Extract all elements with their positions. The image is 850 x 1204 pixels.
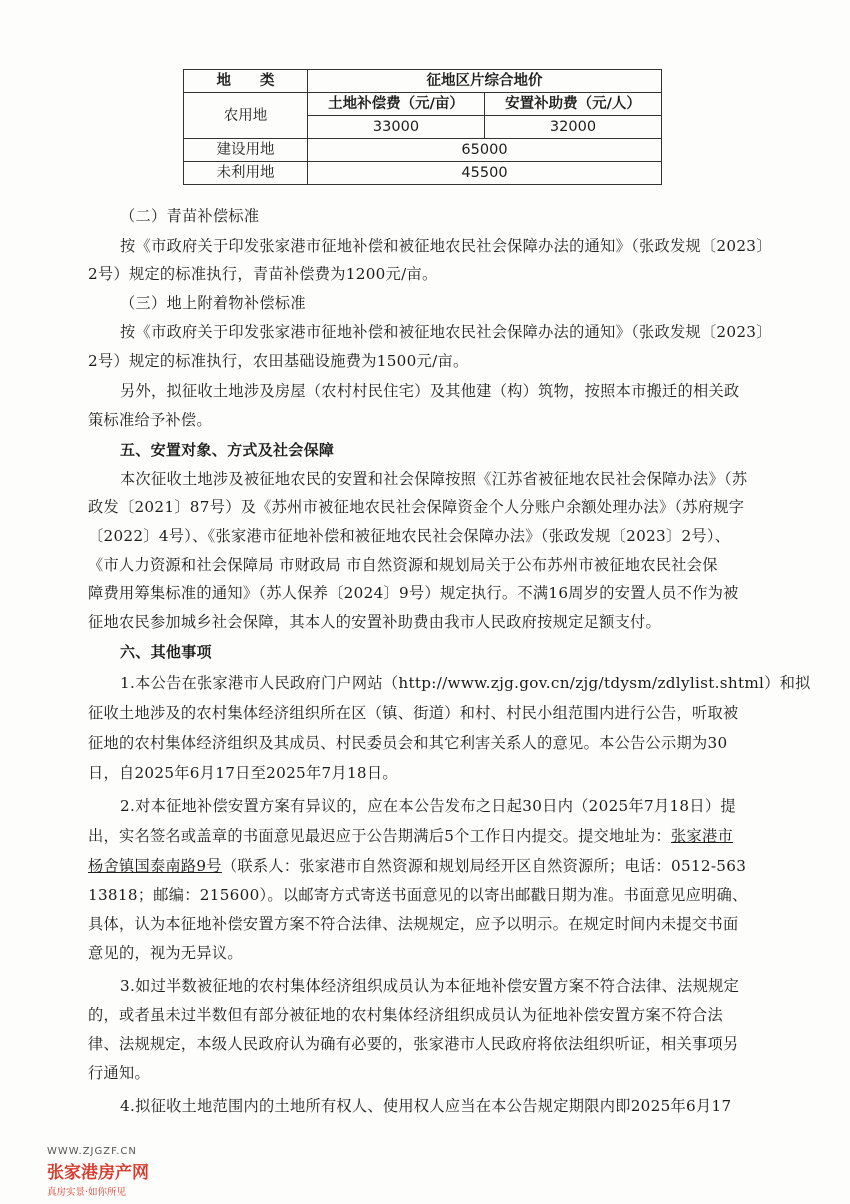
land-price-table [183, 69, 662, 185]
paragraph-line: 1.本公告在张家港市人民政府门户网站（http://www.zjg.gov.cn/zjg/tdysm/zdlylist.shtml）和拟 [120, 674, 811, 692]
paragraph-line: 行通知。 [88, 1064, 150, 1082]
paragraph-line: 具体，认为本征地补偿安置方案不符合法律、法规规定，应予以明示。在规定时间内未提交书面 [88, 915, 739, 933]
paragraph-line: 策标准给予补偿。 [88, 411, 212, 429]
paragraph-line: 3.如过半数被征地的农村集体经济组织成员认为本征地补偿安置方案不符合法律、法规规定 [120, 977, 740, 995]
paragraph-line: 《市人力资源和社会保障局 市财政局 市自然资源和规划局关于公布苏州市被征地农民社会保 [88, 556, 718, 574]
paragraph-line: 日，自2025年6月17日至2025年7月18日。 [88, 764, 398, 782]
cell-land-comp: 33000 [308, 116, 485, 139]
paragraph-line: 2.对本征地补偿安置方案有异议的，应在本公告发布之日起30日内（2025年7月18日）提 [120, 797, 736, 815]
header-land-type: 地 类 [184, 70, 308, 93]
paragraph-line: 征地农民参加城乡社会保障，其本人的安置补助费由我市人民政府按规定足额支付。 [88, 613, 662, 631]
paragraph-line: 政发〔2021〕87号）及《苏州市被征地农民社会保障资金个人分账户余额处理办法》（苏府规字 [88, 498, 745, 516]
row-type-unused: 未利用地 [184, 162, 308, 185]
section-heading-6: 六、其他事项 [120, 643, 212, 661]
header-price: 征地区片综合地价 [308, 70, 662, 93]
site-watermark-logo [47, 1146, 149, 1198]
cell-resettle: 32000 [485, 116, 662, 139]
subheading-attachments: （三）地上附着物补偿标准 [120, 294, 306, 312]
paragraph-line: 2号）规定的标准执行，农田基础设施费为1500元/亩。 [88, 352, 469, 370]
row-type-construction: 建设用地 [184, 139, 308, 162]
text-segment: 出，实名签名或盖章的书面意见最迟应于公告期满后5个工作日内提交。提交地址为： [88, 827, 671, 845]
cell-construction: 65000 [308, 139, 662, 162]
paragraph-line: 13818；邮编：215600）。以邮寄方式寄送书面意见的以寄出邮戳日期为准。书面意见应明确、 [88, 886, 748, 904]
paragraph-line: 本次征收土地涉及被征地农民的安置和社会保障按照《江苏省被征地农民社会保障办法》（苏 [120, 470, 748, 488]
watermark-url: WWW.ZJGZF.CN [47, 1146, 137, 1157]
paragraph-line: 另外，拟征收土地涉及房屋（农村村民住宅）及其他建（构）筑物，按照本市搬迁的相关政 [120, 382, 740, 400]
paragraph-line: 按《市政府关于印发张家港市征地补偿和被征地农民社会保障办法的通知》（张政发规〔2023〕 [120, 323, 772, 341]
paragraph-line: 征收土地涉及的农村集体经济组织所在区（镇、街道）和村、村民小组范围内进行公告，听取被 [88, 704, 739, 722]
watermark-brand: 张家港房产网 [47, 1163, 149, 1183]
sub-header-resettle: 安置补助费（元/人） [485, 93, 662, 116]
paragraph-line: 障费用筹集标准的通知》（苏人保养〔2024〕9号）规定执行。不满16周岁的安置人员不作为被 [88, 584, 739, 602]
text-segment: （联系人：张家港市自然资源和规划局经开区自然资源所；电话：0512-563 [221, 857, 747, 875]
subheading-seedling: （二）青苗补偿标准 [120, 207, 260, 225]
sub-header-land-comp: 土地补偿费（元/亩） [308, 93, 485, 116]
cell-unused: 45500 [308, 162, 662, 185]
paragraph-line: 律、法规规定，本级人民政府认为确有必要的，张家港市人民政府将依法组织听证，相关事项另 [88, 1035, 739, 1053]
paragraph-line: 4.拟征收土地范围内的土地所有权人、使用权人应当在本公告规定期限内即2025年6月17 [120, 1097, 732, 1115]
paragraph-line [88, 826, 778, 846]
paragraph-line [88, 856, 778, 876]
paragraph-line: 2号）规定的标准执行，青苗补偿费为1200元/亩。 [88, 265, 438, 283]
paragraph-line: 的，或者虽未过半数但有部分被征地的农村集体经济组织成员认为征地补偿安置方案不符合法 [88, 1006, 723, 1024]
paragraph-line: 征地的农村集体经济组织及其成员、村民委员会和其它利害关系人的意见。本公告公示期为30 [88, 734, 728, 752]
row-type-agri: 农用地 [184, 93, 308, 139]
address-underlined: 杨舍镇国泰南路9号 [88, 857, 222, 875]
paragraph-line: 〔2022〕4号）、《张家港市征地补偿和被征地农民社会保障办法》（张政发规〔2023〕2号）、 [88, 527, 731, 545]
paragraph-line: 按《市政府关于印发张家港市征地补偿和被征地农民社会保障办法的通知》（张政发规〔2023〕 [120, 237, 772, 255]
watermark-slogan: 真房实景·如你所见 [47, 1187, 127, 1198]
section-heading-5: 五、安置对象、方式及社会保障 [120, 441, 335, 459]
address-underlined: 张家港市 [671, 827, 733, 845]
paragraph-line: 意见的，视为无异议。 [88, 944, 243, 962]
